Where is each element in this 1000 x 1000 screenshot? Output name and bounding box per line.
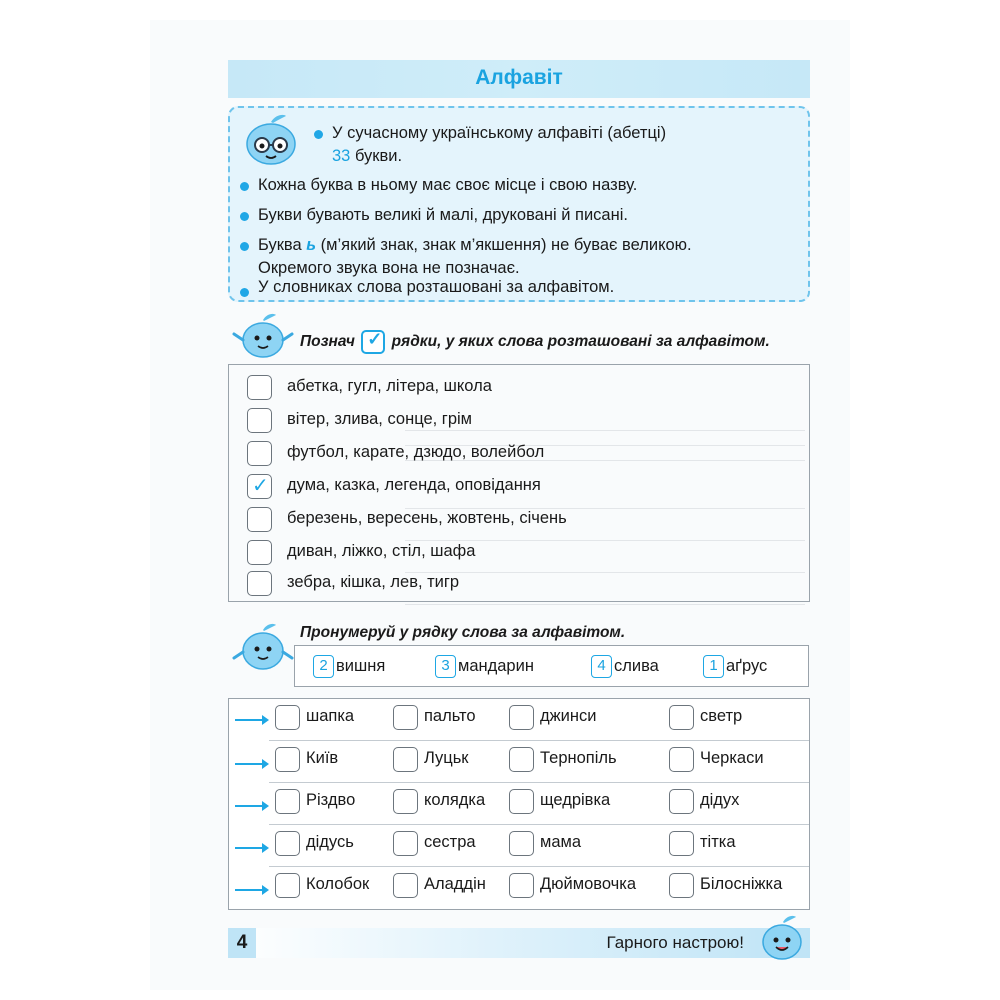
bullet-icon bbox=[240, 242, 249, 251]
bullet-icon bbox=[240, 182, 249, 191]
checkbox[interactable] bbox=[275, 789, 300, 814]
page-number: 4 bbox=[228, 928, 256, 958]
checkbox[interactable] bbox=[669, 873, 694, 898]
rule-5: У словниках слова розташовані за алфавітом. bbox=[258, 278, 615, 296]
row-divider bbox=[269, 782, 809, 783]
grid-word-text: колядка bbox=[424, 791, 486, 809]
checkbox-checked[interactable] bbox=[247, 474, 272, 499]
numbered-word bbox=[313, 655, 385, 678]
grid-word-text: Київ bbox=[306, 749, 339, 767]
bullet-icon bbox=[240, 212, 249, 221]
grid-word-text: сестра bbox=[424, 833, 476, 851]
list-item-text: абетка, гугл, літера, школа bbox=[287, 377, 492, 395]
rule-1-line2: букви. bbox=[350, 147, 403, 165]
apple-mascot-icon bbox=[756, 914, 808, 962]
word-text: слива bbox=[614, 656, 659, 675]
number-box[interactable]: 2 bbox=[313, 655, 334, 678]
rule-4-start: Буква bbox=[258, 236, 307, 254]
grid-word-text: шапка bbox=[306, 707, 355, 725]
list-item-text: дума, казка, легенда, оповідання bbox=[287, 476, 541, 494]
word-grid bbox=[228, 698, 810, 910]
grid-word-text: щедрівка bbox=[540, 791, 611, 809]
list-item-text: футбол, карате, дзюдо, волейбол bbox=[287, 443, 545, 461]
grid-word-text: Луцьк bbox=[424, 749, 469, 767]
checkbox[interactable] bbox=[247, 441, 272, 466]
checkbox[interactable] bbox=[247, 507, 272, 532]
grid-word-text: джинси bbox=[540, 707, 597, 725]
checkbox[interactable] bbox=[275, 705, 300, 730]
checkbox[interactable] bbox=[669, 705, 694, 730]
soft-sign-letter: ь bbox=[306, 236, 317, 254]
grid-word-text: мама bbox=[540, 833, 582, 851]
checkbox[interactable] bbox=[247, 375, 272, 400]
checkbox[interactable] bbox=[669, 831, 694, 856]
rule-4-rest: (м’який знак, знак м’якшення) не буває великою. bbox=[316, 236, 692, 254]
checkbox[interactable] bbox=[509, 831, 534, 856]
grid-word-text: Різдво bbox=[306, 791, 356, 809]
task-2-instruction: Пронумеруй у рядку слова за алфавітом. bbox=[300, 624, 626, 641]
numbered-word bbox=[435, 655, 534, 678]
bullet-icon bbox=[240, 288, 249, 297]
checkbox[interactable] bbox=[393, 789, 418, 814]
apple-mascot-icon bbox=[232, 312, 294, 360]
checkbox[interactable] bbox=[247, 408, 272, 433]
number-box[interactable]: 3 bbox=[435, 655, 456, 678]
rule-2: Кожна буква в ньому має своє місце і свою назву. bbox=[258, 176, 638, 194]
title-bar bbox=[228, 60, 810, 98]
row-divider bbox=[269, 740, 809, 741]
word-text: аґрус bbox=[726, 656, 768, 675]
number-box[interactable]: 1 bbox=[703, 655, 724, 678]
grid-word-text: Тернопіль bbox=[540, 749, 617, 767]
arrow-right-icon bbox=[235, 889, 267, 891]
checkbox[interactable] bbox=[669, 789, 694, 814]
letter-count: 33 bbox=[332, 147, 351, 165]
page-title: Алфавіт bbox=[475, 66, 563, 89]
checkbox[interactable] bbox=[509, 747, 534, 772]
checkbox[interactable] bbox=[393, 705, 418, 730]
grid-word-text: Білосніжка bbox=[700, 875, 783, 893]
grid-word-text: пальто bbox=[424, 707, 476, 725]
task-1-after: рядки, у яких слова розташовані за алфавітом. bbox=[391, 333, 770, 351]
grid-word-text: тітка bbox=[700, 833, 736, 851]
rules-box bbox=[228, 106, 810, 302]
numbering-row bbox=[294, 645, 809, 687]
checkbox[interactable] bbox=[509, 789, 534, 814]
checkbox[interactable] bbox=[275, 873, 300, 898]
checkbox[interactable] bbox=[509, 705, 534, 730]
word-text: мандарин bbox=[458, 656, 534, 675]
arrow-right-icon bbox=[235, 763, 267, 765]
rule-1-line1: У сучасному українському алфавіті (абетці) bbox=[332, 124, 667, 142]
row-divider bbox=[269, 824, 809, 825]
grid-word-text: Аладдін bbox=[424, 875, 486, 893]
list-item-text: диван, ліжко, стіл, шафа bbox=[287, 542, 476, 560]
grid-word-text: светр bbox=[700, 707, 743, 725]
numbered-word bbox=[591, 655, 659, 678]
word-text: вишня bbox=[336, 656, 386, 675]
checkbox[interactable] bbox=[393, 831, 418, 856]
grid-word-text: дідух bbox=[700, 791, 740, 809]
footer-greeting: Гарного настрою! bbox=[606, 933, 744, 952]
checkbox[interactable] bbox=[509, 873, 534, 898]
footer-bar bbox=[228, 928, 810, 958]
grid-word-text: Колобок bbox=[306, 875, 370, 893]
rule-4 bbox=[258, 234, 802, 280]
checkbox[interactable] bbox=[247, 540, 272, 565]
checkbox[interactable] bbox=[247, 571, 272, 596]
row-divider bbox=[269, 866, 809, 867]
arrow-right-icon bbox=[235, 847, 267, 849]
checkmark-sample-icon bbox=[361, 330, 385, 354]
grid-word-text: Черкаси bbox=[700, 749, 764, 767]
task-1-instruction bbox=[300, 330, 770, 354]
list-item-text: вітер, злива, сонце, грім bbox=[287, 410, 473, 428]
alphabet-check-list bbox=[228, 364, 810, 602]
checkbox[interactable] bbox=[393, 747, 418, 772]
numbered-word bbox=[703, 655, 767, 678]
checkbox[interactable] bbox=[275, 831, 300, 856]
rule-3: Букви бувають великі й малі, друковані й писані. bbox=[258, 206, 628, 224]
number-box[interactable]: 4 bbox=[591, 655, 612, 678]
arrow-right-icon bbox=[235, 805, 267, 807]
task-1-before: Познач bbox=[300, 333, 355, 351]
list-item-text: зебра, кішка, лев, тигр bbox=[287, 573, 460, 591]
list-item-text: березень, вересень, жовтень, січень bbox=[287, 509, 567, 527]
arrow-right-icon bbox=[235, 719, 267, 721]
checkbox[interactable] bbox=[275, 747, 300, 772]
checkbox[interactable] bbox=[669, 747, 694, 772]
rule-1 bbox=[332, 122, 666, 168]
grid-word-text: Дюймовочка bbox=[540, 875, 637, 893]
apple-mascot-icon bbox=[232, 622, 294, 672]
bullet-icon bbox=[314, 130, 323, 139]
apple-mascot-glasses-icon bbox=[240, 112, 302, 166]
grid-word-text: дідусь bbox=[306, 833, 354, 851]
checkbox[interactable] bbox=[393, 873, 418, 898]
rule-4-line2: Окремого звука вона не позначає. bbox=[258, 259, 520, 277]
